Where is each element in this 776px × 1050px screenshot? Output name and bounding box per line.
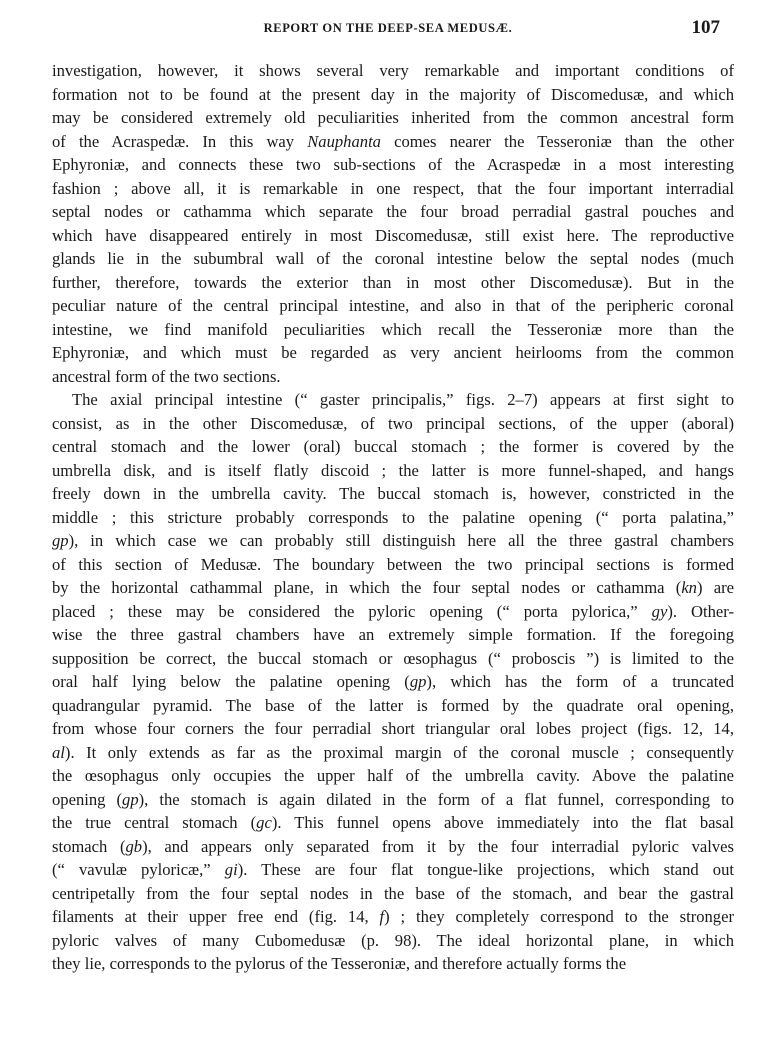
text-run: glands lie in the subumbral wall of the coronal intestine below the septal nodes (much: [52, 249, 734, 268]
text-run: of this section of Medusæ. The boundary between the two principal sections is formed: [52, 554, 734, 574]
text-run: intestine, we find manifold peculiarities which recall the Tesseroniæ more than the: [52, 319, 734, 339]
text-line: [52, 506, 734, 530]
italic-term: al: [52, 742, 65, 762]
text-line: [52, 106, 734, 130]
text-run: the true central stomach (: [52, 813, 257, 832]
italic-term: f: [379, 907, 385, 926]
italic-term: kn: [681, 578, 697, 597]
paragraph: [52, 59, 734, 388]
text-run: central stomach and the lower (oral) buccal stomach ; the former is covered by the: [52, 437, 734, 456]
text-line: [52, 388, 734, 412]
text-run: ) ; they completely correspond to the stronger: [384, 907, 734, 926]
text-run: opening (: [52, 789, 123, 809]
text-line: [52, 294, 734, 318]
text-run: centripetally from the four septal nodes in the base of the stomach, and bear the gastral: [52, 883, 734, 903]
text-run: formation not to be found at the present day in the majority of Discomedusæ, and which: [52, 84, 734, 104]
text-run: of the Acraspedæ. In this way: [52, 131, 308, 151]
text-run: wise the three gastral chambers have an extremely simple formation. If the foregoing: [52, 625, 734, 644]
text-run: investigation, however, it shows several very remarkable and important conditions of: [52, 61, 734, 80]
text-line: [52, 835, 734, 859]
text-line: [52, 764, 734, 788]
italic-term: gp: [409, 672, 427, 691]
text-run: which have disappeared entirely in most Discomedusæ, still exist here. The reproductive: [52, 225, 734, 245]
text-run: filaments at their upper free end (fig. 14,: [52, 907, 380, 926]
text-line: [52, 811, 734, 835]
text-run: quadrangular pyramid. The base of the latter is formed by the quadrate oral opening,: [52, 695, 734, 715]
text-line: [52, 670, 734, 694]
paragraph: [52, 388, 734, 976]
text-run: consist, as in the other Discomedusæ, of two principal sections, of the upper (aboral): [52, 413, 734, 433]
text-line: [52, 623, 734, 647]
text-line: [52, 647, 734, 671]
text-line: [52, 247, 734, 271]
italic-term: gc: [256, 813, 272, 832]
text-run: middle ; this stricture probably corresponds to the palatine opening (“ porta palatina,”: [52, 507, 734, 527]
text-run: stomach (: [52, 836, 126, 856]
text-run: further, therefore, towards the exterior than in most other Discomedusæ). But in the: [52, 272, 734, 292]
text-run: Ephyroniæ, and which must be regarded as very ancient heirlooms from the common: [52, 343, 734, 362]
text-line: [52, 224, 734, 248]
text-run: Ephyroniæ, and connects these two sub-sections of the Acraspedæ in a most interesting: [52, 155, 734, 174]
text-line: [52, 529, 734, 553]
text-run: oral half lying below the palatine opening (: [52, 672, 410, 691]
text-run: freely down in the umbrella cavity. The buccal stomach is, however, constricted in the: [52, 484, 734, 503]
text-run: ), the stomach is again dilated in the form of a flat funnel, corresponding to: [138, 789, 734, 809]
text-run: septal nodes or cathamma which separate the four broad perradial gastral pouches and: [52, 202, 734, 221]
text-run: ancestral form of the two sections.: [52, 366, 281, 386]
text-line: [52, 83, 734, 107]
text-run: pyloric valves of many Cubomedusæ (p. 98). The ideal horizontal plane, in which: [52, 930, 734, 950]
text-run: (“ vavulæ pyloricæ,”: [52, 860, 225, 879]
text-run: comes nearer the Tesseroniæ than the other: [380, 131, 734, 151]
text-run: ). It only extends as far as the proximal margin of the coronal muscle ; consequently: [64, 742, 734, 762]
text-run: umbrella disk, and is itself flatly discoid ; the latter is more funnel-shaped, and hangs: [52, 460, 734, 480]
text-line: [52, 341, 734, 365]
text-run: The axial principal intestine (“ gaster principalis,” figs. 2–7) appears at first sight to: [72, 390, 734, 409]
text-line: [52, 858, 734, 882]
italic-term: gp: [52, 531, 69, 550]
text-run: ). Other-: [667, 601, 734, 621]
text-line: [52, 741, 734, 765]
italic-term: gi: [224, 860, 238, 879]
text-line: [52, 553, 734, 577]
text-line: [52, 365, 734, 389]
body-text: [52, 59, 734, 976]
text-line: [52, 153, 734, 177]
text-run: fashion ; above all, it is remarkable in one respect, that the four important interradial: [52, 178, 734, 198]
text-line: [52, 271, 734, 295]
italic-term: gp: [122, 789, 139, 809]
italic-term: Nauphanta: [307, 131, 381, 151]
text-run: ) are: [696, 578, 734, 597]
text-line: [52, 600, 734, 624]
text-run: ), and appears only separated from it by the four interradial pyloric valves: [142, 836, 734, 856]
text-run: the œsophagus only occupies the upper half of the umbrella cavity. Above the palatine: [52, 766, 734, 785]
text-line: [52, 130, 734, 154]
text-run: they lie, corresponds to the pylorus of the Tesseroniæ, and therefore actually forms the: [52, 954, 627, 973]
page-header: [0, 17, 776, 41]
page-number: 107: [691, 17, 720, 38]
text-line: [52, 59, 734, 83]
running-title: REPORT ON THE DEEP-SEA MEDUSÆ.: [263, 21, 513, 35]
text-run: peculiar nature of the central principal intestine, and also in that of the peripheric coronal: [52, 296, 734, 315]
italic-term: gy: [651, 601, 668, 621]
text-line: [52, 717, 734, 741]
text-line: [52, 929, 734, 953]
text-run: placed ; these may be considered the pyloric opening (“ porta pylorica,”: [52, 601, 652, 621]
text-run: may be considered extremely old peculiarities inherited from the common ancestral form: [52, 108, 734, 127]
text-run: by the horizontal cathammal plane, in which the four septal nodes or cathamma (: [52, 578, 682, 597]
italic-term: gb: [125, 836, 143, 856]
text-line: [52, 694, 734, 718]
text-line: [52, 882, 734, 906]
text-line: [52, 482, 734, 506]
text-line: [52, 177, 734, 201]
text-run: ), in which case we can probably still distinguish here all the three gastral chambers: [68, 531, 734, 550]
text-line: [52, 412, 734, 436]
text-line: [52, 435, 734, 459]
text-line: [52, 576, 734, 600]
text-line: [52, 459, 734, 483]
text-run: ). These are four flat tongue-like projections, which stand out: [237, 860, 734, 879]
text-line: [52, 200, 734, 224]
text-run: ). This funnel opens above immediately into the flat basal: [271, 813, 734, 832]
text-line: [52, 952, 734, 976]
text-run: from whose four corners the four perradial short triangular oral lobes project (figs. 12, 14,: [52, 719, 734, 738]
text-line: [52, 905, 734, 929]
text-run: ), which has the form of a truncated: [426, 672, 734, 691]
text-line: [52, 318, 734, 342]
text-run: supposition be correct, the buccal stomach or œsophagus (“ proboscis ”) is limited to the: [52, 648, 734, 668]
text-line: [52, 788, 734, 812]
